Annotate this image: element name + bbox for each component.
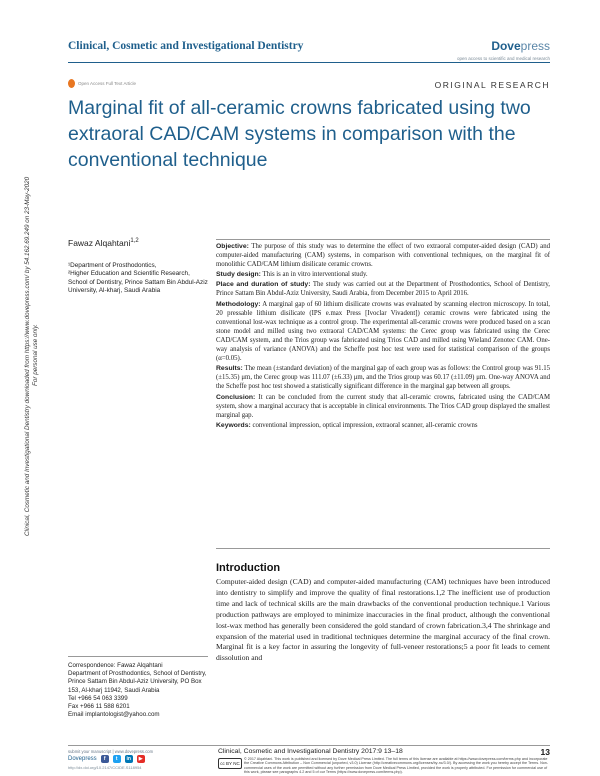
correspondence-name: Correspondence: Fawaz Alqahtani [68,662,163,669]
correspondence-email[interactable]: Email implantologist@yahoo.com [68,711,160,719]
citation: Clinical, Cosmetic and Investigational Dentistry 2017:9 13–18 [218,748,403,755]
correspondence-tel: Tel +966 54 063 3399 [68,694,128,702]
affiliation-2: ²Higher Education and Scientific Research, School of Dentistry, Prince Sattam Bin Abdul-Aziz University, Al-kharj, Saudi Arabia [68,270,208,295]
footer-brand [68,755,145,763]
abstract-label: Keywords: [216,421,251,429]
brand-bold: Dove [491,39,521,53]
download-notice [18,118,42,538]
page-number: 13 [540,747,550,757]
abstract-text: This is an in vitro interventional study. [260,271,368,279]
cc-license-icon[interactable]: cc BY NC [218,758,242,769]
abstract-label: Study design: [216,271,261,279]
facebook-icon[interactable]: f [101,755,109,763]
abstract-label: Place and duration of study: [216,281,311,289]
abstract-text: conventional impression, optical impression, extraoral scanner, all-ceramic crowns [250,421,478,429]
abstract-methodology [216,300,550,364]
abstract [216,239,550,431]
abstract-label: Conclusion: [216,393,256,401]
affiliation-1: ¹Department of Prosthodontics, [68,262,157,269]
abstract-conclusion [216,393,550,420]
abstract-study-design [216,270,550,279]
abstract-text: The mean (±standard deviation) of the marginal gap of each group was as follows: the Control group was 91.15 (±15.35) μm, the Cerec group was 111.07 (±6.33) μm, and the Trios group was 60.17 (±11.09) μm. One-way ANOVA and the Scheffe post hoc test showed a statistically significant difference in the marginal gap between all groups. [216,365,550,391]
abstract-label: Objective: [216,243,249,250]
affiliations [68,262,208,296]
abstract-text: The study was carried out at the Department of Prosthodontics, School of Dentistry, Prince Sattam Bin Abdul-Aziz University, Saudi Arabia, from December 2015 to April 2016. [216,281,550,298]
download-notice-line2: For personal use only. [32,324,39,386]
correspondence-fax: Fax +966 11 588 6201 [68,703,130,711]
header-rule [68,62,550,63]
correspondence-address: Department of Prosthodontics, School of Dentistry, Prince Sattam Bin Abdul-Aziz University, PO Box 153, Al-kharj 11942, Saudi Arabia [68,670,207,694]
download-notice-text [24,177,40,536]
doi-link[interactable]: http://dx.doi.org/10.2147/CCIDE.S118954 [68,765,142,770]
abstract-text: The purpose of this study was to determine the effect of two extraoral computer-aided design (CAD) and computer-aided manufacturing (CAM) systems, in comparison with conventional techniques, on the marginal fit of monolithic CAD/CAM lithium disilicate ceramic crowns. [216,243,550,269]
abstract-rule [216,548,550,549]
footer-dove[interactable]: Dovepress [68,756,97,762]
abstract-text: It can be concluded from the current study that all-ceramic crowns, fabricated using the CAD/CAM system, show a marginal accuracy that is acceptable in clinical environments. The Trios CAD group displayed the smallest marginal gap. [216,393,550,419]
abstract-keywords [216,421,550,430]
section-heading-introduction: Introduction [216,562,281,574]
article-category: ORIGINAL RESEARCH [434,80,550,90]
abstract-text: A marginal gap of 60 lithium disilicate crowns was evaluated by scanning electron microscopy. In total, 20 pressable lithium disilicate (IPS e.max Press [Ivoclar Vivadent]) ceramic crowns were fabricated using the conventional lost-wax technique as a control group. The experimental all-ceramic crowns were produced based on a scan stone model and milled using two extraoral CAD/CAM systems: the Cerec group was fabricated using the Cerec CAD/CAM system, and the Trios group was fabricated using Trios CAD and milled using Wieland Zenotec CAM. One-way analysis of variance (ANOVA) and the Scheffe post hoc test were used for statistical comparison of the groups (α=0.05). [216,300,550,363]
introduction-body [216,577,550,664]
publisher-tagline: open access to scientific and medical research [456,56,550,61]
brand-light: press [520,39,550,53]
abstract-place [216,280,550,298]
correspondence [68,656,208,719]
license-text: © 2017 Alqahtani. This work is published and licensed by Dove Medical Press Limited. The full terms of this license are available at https://www.dovepress.com/terms.php and incorporate the Creative Commons Attribution – Non Commercial (unported, v3.0) License (http://creativecommons.org/licenses/by-nc/3.0/). By accessing the work you hereby accept the Terms. Non-commercial uses of the work are permitted without any further permission from Dove Medical Press Limited, provided the work is properly attributed. For permission for commercial use of this work, please see paragraphs 4.2 and 5 of our Terms (https://www.dovepress.com/terms.php). [244,757,549,775]
abstract-label: Methodology: [216,300,261,308]
journal-title: Clinical, Cosmetic and Investigational Dentistry [68,40,304,52]
youtube-icon[interactable]: ▶ [137,755,145,763]
author-affil-sup: 1,2 [130,238,139,245]
open-access-icon [68,79,75,88]
author-name-text: Fawaz Alqahtani [68,238,131,248]
publisher-logo[interactable] [491,39,550,53]
submit-link[interactable]: submit your manuscript | www.dovepress.com [68,749,154,754]
open-access-label[interactable] [68,79,136,88]
linkedin-icon[interactable]: in [126,756,131,762]
article-title: Marginal fit of all-ceramic crowns fabricated using two extraoral CAD/CAM systems in comparison with the conventional technique [68,97,531,171]
download-notice-line1: Clinical, Cosmetic and Investigational Dentistry downloaded from https://www.dovepress.com/ by 54.162.69.249 on 23-May-2020 [24,176,31,536]
twitter-icon[interactable]: t [113,755,121,763]
abstract-results [216,364,550,391]
abstract-label: Results: [216,365,243,373]
open-access-text: Open Access Full Text Article [78,81,136,86]
introduction-paragraph: Computer-aided design (CAD) and computer-aided manufacturing (CAM) techniques have been introduced into dentistry to simplify and improve the quality of final restorations.1,2 The inefficient use of production time and lack of technical skills are the main drawbacks of the conventional production technique.1 Various production pathways are employed to minimize inaccuracies in the final product, although the conventional lost-wax method has generally been considered the gold standard of crown fabrication.3,4 The shrinkage and expansion of the material used in traditional techniques determine the marginal accuracy of the final crown. Marginal fit is a key factor in assuring the longevity of full-veneer restorations;5 a poor fit leads to cement dissolution and [216,577,550,663]
abstract-objective [216,242,550,269]
footer-rule [68,745,550,746]
author-name [68,238,139,248]
